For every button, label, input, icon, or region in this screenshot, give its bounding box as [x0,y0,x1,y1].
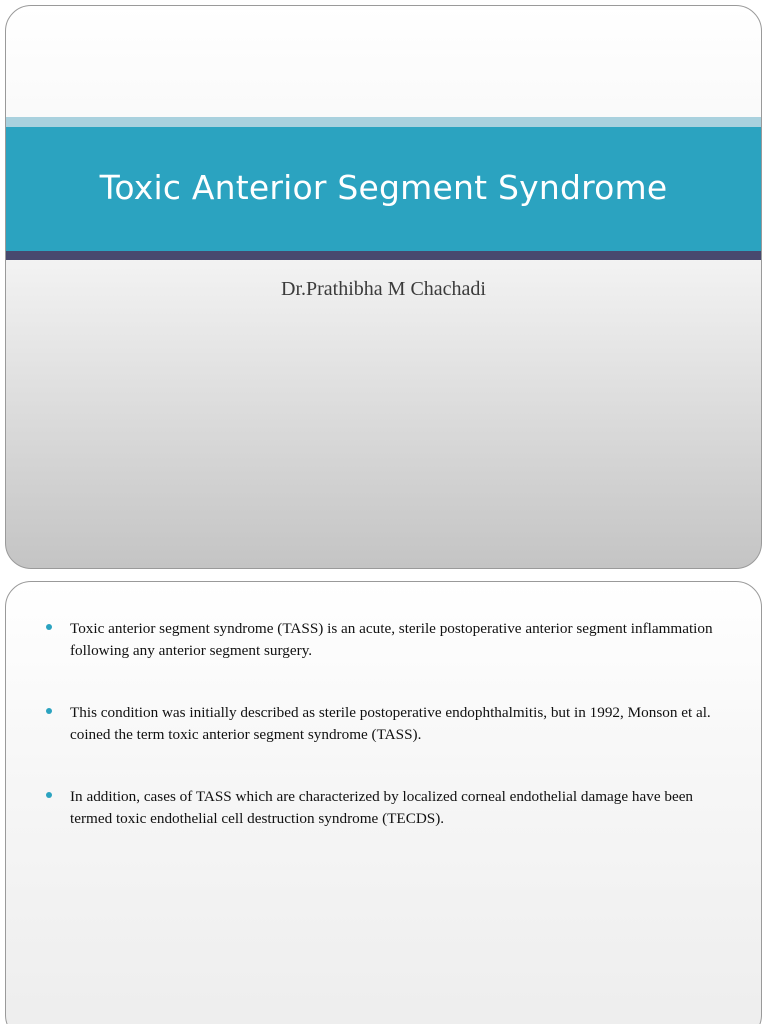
slide-title: Toxic Anterior Segment Syndrome [99,167,668,207]
bullet-dot-icon [46,624,52,630]
bullet-item [46,618,726,662]
bullet-text: In addition, cases of TASS which are characterized by localized corneal endothelial damage have been termed toxic endothelial cell destruction syndrome (TECDS). [70,788,694,827]
content-slide [5,581,762,1024]
bullet-item [46,702,726,746]
bullet-item [46,786,726,830]
bullet-list [46,618,726,870]
bullet-dot-icon [46,708,52,714]
bullet-text: Toxic anterior segment syndrome (TASS) is an acute, sterile postoperative anterior segment inflammation following any anterior segment surgery. [70,620,713,659]
author-subtitle: Dr.Prathibha M Chachadi [281,278,486,300]
title-band [6,127,761,251]
title-accent-stripe-top [6,117,761,127]
bullet-text: This condition was initially described as sterile postoperative endophthalmitis, but in 1992, Monson et al. coined the term toxic anterior segment syndrome (TASS). [70,704,711,743]
title-accent-stripe-bottom [6,251,761,260]
title-slide [5,5,762,569]
bullet-dot-icon [46,792,52,798]
